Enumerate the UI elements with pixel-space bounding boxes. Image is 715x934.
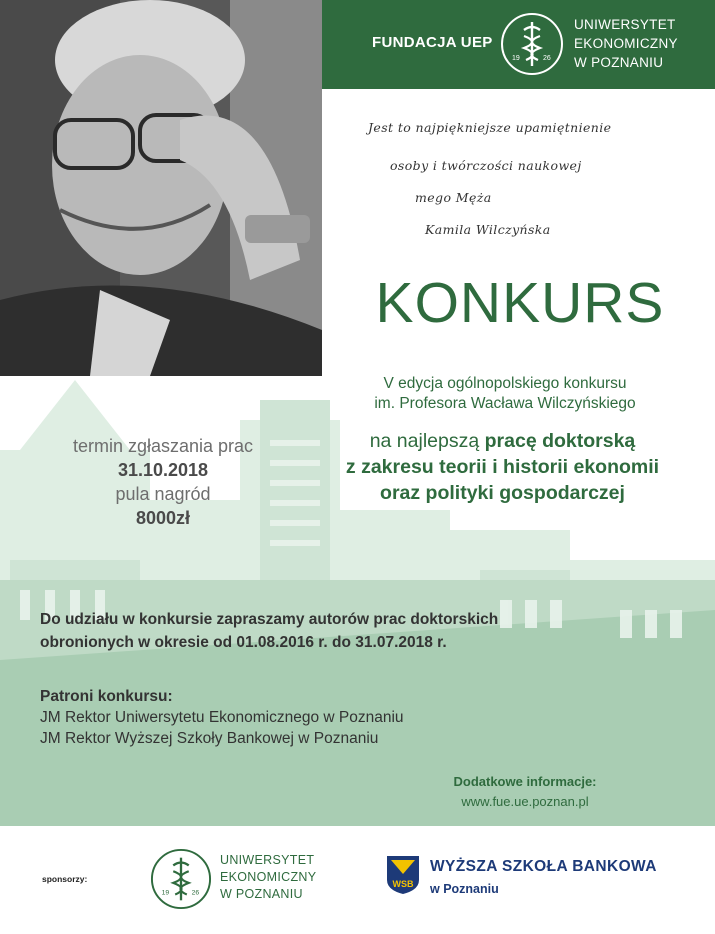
foundation-name: FUNDACJA UEP	[372, 34, 493, 51]
wsb-city: w Poznaniu	[430, 882, 499, 896]
wsb-shield-icon	[385, 854, 421, 896]
logo-year-left: 19	[512, 55, 520, 62]
handwritten-dedication	[340, 110, 700, 270]
edition-line: V edycja ogólnopolskiego konkursu	[383, 375, 627, 392]
portrait-photo	[0, 0, 322, 376]
university-logo-icon	[150, 848, 212, 910]
university-logo-icon	[500, 12, 564, 76]
subject-line	[300, 428, 705, 454]
deadline-label: termin zgłaszania prac	[72, 436, 254, 456]
subject-highlight: pracę doktorską	[484, 430, 636, 452]
logo-year-left: 19	[161, 889, 170, 897]
prize-value: 8000zł	[135, 508, 191, 528]
sponsors-footer	[0, 826, 715, 934]
wsb-name: WYŻSZA SZKOŁA BANKOWA	[430, 858, 657, 875]
prize-label: pula nagród	[115, 484, 211, 504]
sponsors-label: sponsorzy:	[42, 874, 88, 884]
more-info	[400, 772, 650, 812]
subject-line: z zakresu teorii i historii ekonomii	[345, 456, 660, 478]
deadline-value: 31.10.2018	[117, 460, 209, 480]
handwriting-line: Jest to najpiękniejsze upamiętnienie	[368, 120, 612, 135]
header-band	[322, 0, 715, 89]
edition-text	[335, 374, 675, 414]
contest-subject	[300, 428, 705, 506]
more-info-url[interactable]: www.fue.ue.poznan.pl	[461, 794, 589, 809]
university-name	[220, 852, 316, 903]
invitation-line: obronionych w okresie od 01.08.2016 r. do 31.07.2018 r.	[40, 634, 447, 651]
university-name-line: W POZNANIU	[574, 55, 664, 70]
invitation-text	[40, 608, 660, 654]
wsb-abbr: WSB	[392, 879, 414, 889]
university-name-line: EKONOMICZNY	[574, 36, 678, 51]
patron-item: JM Rektor Wyższej Szkoły Bankowej w Poznaniu	[40, 730, 379, 747]
handwriting-line: osoby i twórczości naukowej	[390, 158, 582, 173]
university-name-line: W POZNANIU	[220, 887, 303, 901]
patrons-title: Patroni konkursu:	[40, 688, 173, 705]
patrons-section	[40, 686, 540, 749]
logo-year-right: 26	[191, 889, 200, 897]
poster-title: KONKURS	[375, 271, 665, 335]
university-name-line: EKONOMICZNY	[220, 870, 317, 884]
subject-line: oraz polityki gospodarczej	[380, 482, 625, 504]
logo-year-right: 26	[543, 55, 551, 62]
subject-lead: na najlepszą	[369, 430, 485, 452]
invitation-line: Do udziału w konkursie zapraszamy autorów prac doktorskich	[40, 611, 499, 628]
more-info-title: Dodatkowe informacje:	[453, 774, 597, 789]
edition-line: im. Profesora Wacława Wilczyńskiego	[374, 395, 636, 412]
contest-terms	[48, 434, 278, 530]
university-name	[574, 15, 678, 72]
university-name-line: UNIWERSYTET	[220, 853, 315, 867]
signature: Kamila Wilczyńska	[425, 222, 551, 237]
handwriting-line: mego Męża	[415, 190, 492, 205]
patron-item: JM Rektor Uniwersytetu Ekonomicznego w Poznaniu	[40, 709, 404, 726]
university-name-line: UNIWERSYTET	[574, 17, 676, 32]
